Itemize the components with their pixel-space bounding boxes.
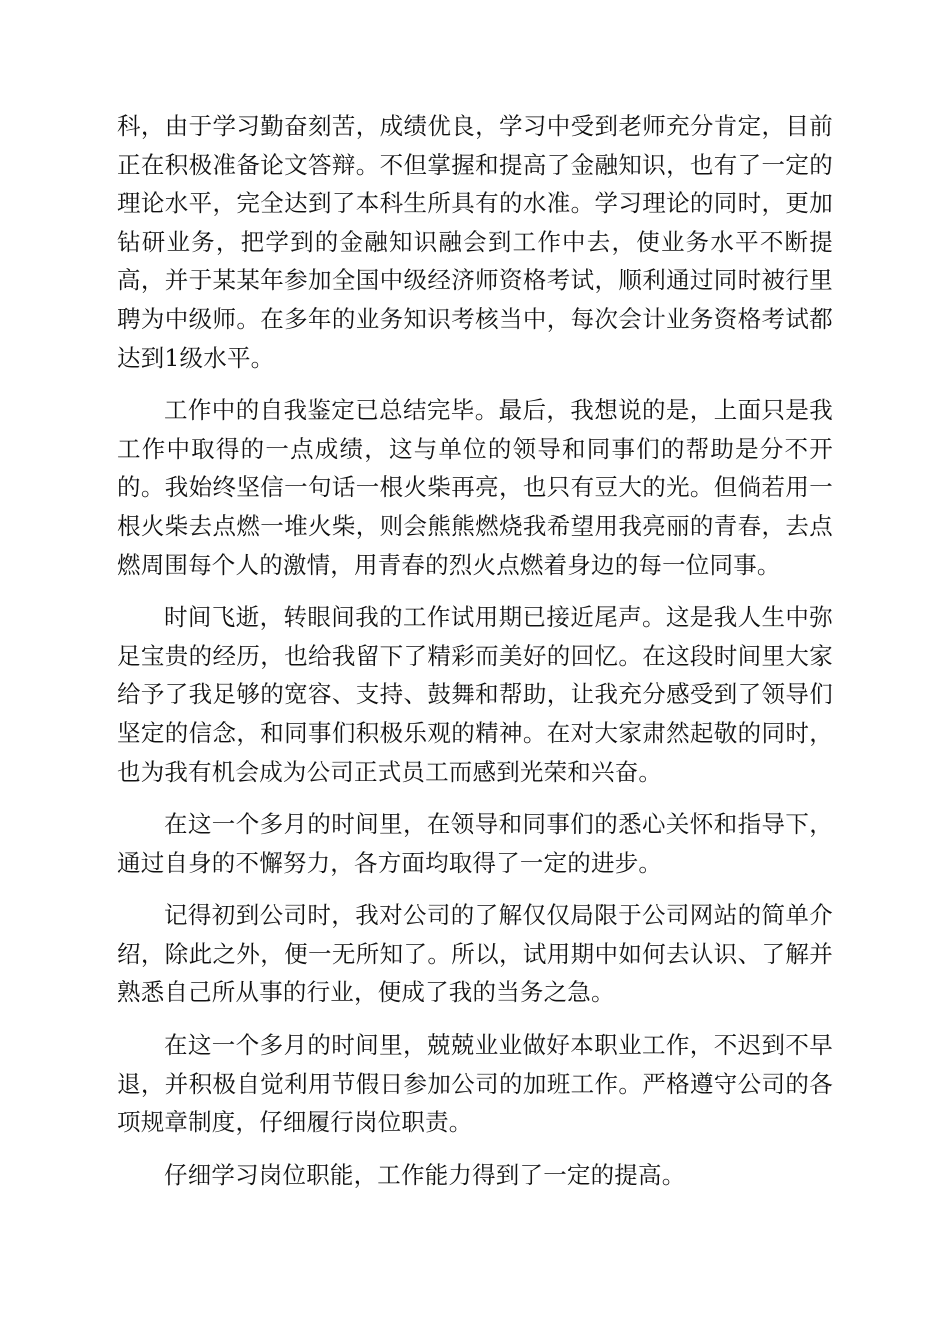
paragraph-diligence: 在这一个多月的时间里，兢兢业业做好本职业工作，不迟到不早退，并积极自觉利用节假日参加公司的加班工作。严格遵守公司的各项规章制度，仔细履行岗位职责。: [117, 1031, 833, 1137]
paragraph-self-assessment: 工作中的自我鉴定已总结完毕。最后，我想说的是，上面只是我工作中取得的一点成绩，这与单位的领导和同事们的帮助是分不开的。我始终坚信一句话一根火柴再亮，也只有豆大的光。但倘若用一根火柴去点燃一堆火柴，则会熊熊燃烧我希望用我亮丽的青春，去点燃周围每个人的激情，用青春的烈火点燃着身边的每一位同事。: [117, 396, 833, 579]
document-body: [117, 107, 833, 1208]
paragraph-first-days: 记得初到公司时，我对公司的了解仅仅局限于公司网站的简单介绍，除此之外，便一无所知了。所以，试用期中如何去认识、了解并熟悉自己所从事的行业，便成了我的当务之急。: [117, 901, 833, 1007]
paragraph-probation: 时间飞逝，转眼间我的工作试用期已接近尾声。这是我人生中弥足宝贵的经历，也给我留下了精彩而美好的回忆。在这段时间里大家给予了我足够的宽容、支持、鼓舞和帮助，让我充分感受到了领导们坚定的信念，和同事们积极乐观的精神。在对大家肃然起敬的同时，也为我有机会成为公司正式员工而感到光荣和兴奋。: [117, 603, 833, 786]
paragraph-progress: 在这一个多月的时间里，在领导和同事们的悉心关怀和指导下，通过自身的不懈努力，各方面均取得了一定的进步。: [117, 810, 833, 877]
paragraph-continued: 科，由于学习勤奋刻苦，成绩优良，学习中受到老师充分肯定，目前正在积极准备论文答辩。不但掌握和提高了金融知识，也有了一定的理论水平，完全达到了本科生所具有的水准。学习理论的同时，更加钻研业务，把学到的金融知识融会到工作中去，使业务水平不断提高，并于某某年参加全国中级经济师资格考试，顺利通过同时被行里聘为中级师。在多年的业务知识考核当中，每次会计业务资格考试都达到1级水平。: [117, 112, 833, 372]
paragraph-study: 仔细学习岗位职能，工作能力得到了一定的提高。: [164, 1160, 686, 1189]
